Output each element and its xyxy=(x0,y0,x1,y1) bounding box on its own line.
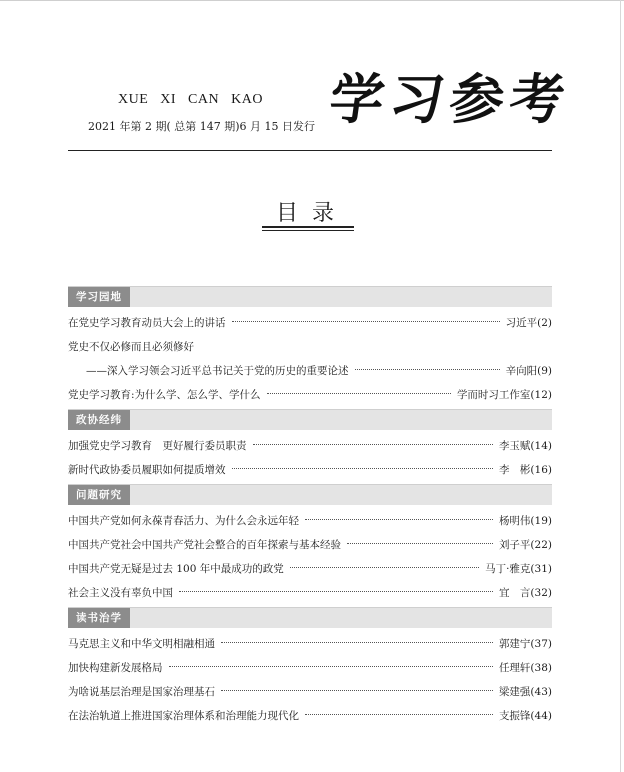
entry-author-page: 辛向阳(9) xyxy=(505,365,552,377)
title-underline-thin xyxy=(262,230,354,231)
dot-leader xyxy=(232,468,493,469)
section-header xyxy=(68,484,552,505)
header-rule xyxy=(68,150,552,151)
title-underline xyxy=(262,226,354,228)
entry-title: 中国共产党无疑是过去 100 年中最成功的政党 xyxy=(68,563,284,575)
dot-leader xyxy=(221,690,493,691)
entry-author-page: 梁建强(43) xyxy=(498,686,552,698)
dot-leader xyxy=(179,591,493,592)
dot-leader xyxy=(355,369,500,370)
entry-title: 社会主义没有辜负中国 xyxy=(68,587,173,599)
toc-entry[interactable] xyxy=(68,632,552,656)
entry-author-page: 刘子平(22) xyxy=(498,539,552,551)
toc-entry[interactable] xyxy=(68,359,552,383)
entry-title: ——深入学习领会习近平总书记关于党的历史的重要论述 xyxy=(86,365,349,377)
toc-list xyxy=(68,284,552,728)
entry-title: 中国共产党社会中国共产党社会整合的百年探索与基本经验 xyxy=(68,539,341,551)
entry-title: 中国共产党如何永葆青春活力、为什么会永远年轻 xyxy=(68,515,299,527)
toc-entry[interactable] xyxy=(68,581,552,605)
entry-author-page: 杨明伟(19) xyxy=(498,515,552,527)
dot-leader xyxy=(305,714,493,715)
dot-leader xyxy=(305,519,493,520)
toc-title: 目录 xyxy=(275,201,348,226)
entry-author-page: 马丁·雅克(31) xyxy=(485,563,552,575)
entry-title: 为啥说基层治理是国家治理基石 xyxy=(68,686,215,698)
entry-author-page: 李玉赋(14) xyxy=(498,440,552,452)
entry-title: 新时代政协委员履职如何提质增效 xyxy=(68,464,226,476)
dot-leader xyxy=(169,666,493,667)
section-header xyxy=(68,607,552,628)
entry-author-page: 任理轩(38) xyxy=(498,662,552,674)
dot-leader xyxy=(290,567,479,568)
entry-author-page: 学而时习工作室(12) xyxy=(456,389,552,401)
section-tag: 政协经纬 xyxy=(68,410,130,430)
header-pinyin: XUE XI CAN KAO xyxy=(118,92,263,107)
section-tag: 读书治学 xyxy=(68,608,130,628)
section-tag: 学习园地 xyxy=(68,287,130,307)
entry-title: 加快构建新发展格局 xyxy=(68,662,163,674)
toc-entry[interactable] xyxy=(68,434,552,458)
toc-entry[interactable] xyxy=(68,383,552,407)
entry-author-page: 支振锋(44) xyxy=(498,710,552,722)
toc-entry[interactable] xyxy=(68,557,552,581)
magazine-logo: 学习参考 xyxy=(325,67,575,131)
dot-leader xyxy=(347,543,493,544)
dot-leader xyxy=(253,444,493,445)
entry-title: 在党史学习教育动员大会上的讲话 xyxy=(68,317,226,329)
toc-entry[interactable] xyxy=(68,656,552,680)
toc-entry[interactable] xyxy=(68,533,552,557)
entry-title: 加强党史学习教育 更好履行委员职责 xyxy=(68,440,247,452)
entry-title: 党史学习教育:为什么学、怎么学、学什么 xyxy=(68,389,261,401)
entry-author-page: 宜 言(32) xyxy=(498,587,552,599)
toc-entry[interactable] xyxy=(68,458,552,482)
page-top-border xyxy=(0,0,624,1)
dot-leader xyxy=(232,321,500,322)
toc-entry[interactable] xyxy=(68,509,552,533)
entry-title: 在法治轨道上推进国家治理体系和治理能力现代化 xyxy=(68,710,299,722)
issue-info: 2021 年第 2 期( 总第 147 期)6 月 15 日发行 xyxy=(88,120,316,133)
toc-entry[interactable] xyxy=(68,335,552,359)
entry-title: 马克思主义和中华文明相融相通 xyxy=(68,638,215,650)
toc-entry[interactable] xyxy=(68,311,552,335)
entry-author-page: 习近平(2) xyxy=(505,317,552,329)
toc-entry[interactable] xyxy=(68,680,552,704)
dot-leader xyxy=(267,393,451,394)
entry-author-page: 李 彬(16) xyxy=(498,464,552,476)
entry-author-page: 郭建宁(37) xyxy=(498,638,552,650)
section-header xyxy=(68,286,552,307)
page-right-border xyxy=(620,0,621,772)
dot-leader xyxy=(221,642,493,643)
entry-title: 党史不仅必修而且必须修好 xyxy=(68,341,194,353)
section-header xyxy=(68,409,552,430)
section-tag: 问题研究 xyxy=(68,485,130,505)
toc-entry[interactable] xyxy=(68,704,552,728)
